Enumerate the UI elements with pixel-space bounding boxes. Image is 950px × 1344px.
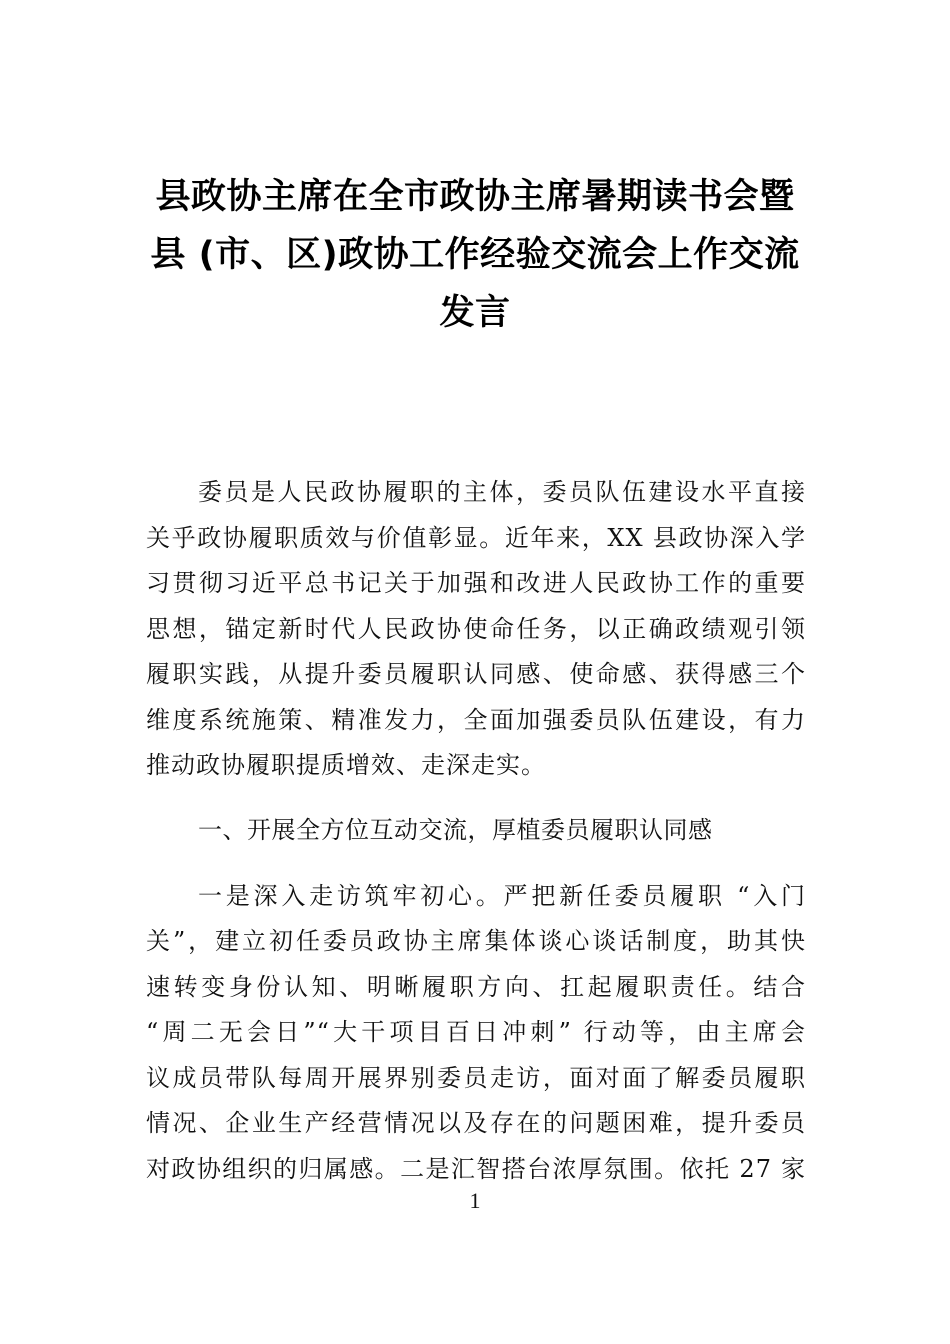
text-line: 一是深入走访筑牢初心。严把新任委员履职 “入门 [198,881,806,910]
text-line: 习贯彻习近平总书记关于加强和改进人民政协工作的重要 [146,569,806,597]
title-line: 发言 [439,293,511,333]
title-line: 县政协主席在全市政协主席暑期读书会暨 [155,177,795,217]
page-number: 1 [469,1188,481,1213]
text-line: 关”，建立初任委员政协主席集体谈心谈话制度，助其快 [146,927,806,956]
text-line: 议成员带队每周开展界别委员走访，面对面了解委员履职 [146,1063,806,1092]
section-heading: 一、开展全方位互动交流，厚植委员履职认同感 [198,816,713,845]
text-line: “周二无会日”“大干项目百日冲刺” 行动等，由主席会 [146,1018,806,1047]
text-line: 对政协组织的归属感。二是汇智搭台浓厚氛围。依托 27 家 [146,1154,806,1183]
text-line: 速转变身份认知、明晰履职方向、扛起履职责任。结合 [146,972,806,1001]
paragraph-intro [146,470,806,789]
text-line: 思想，锚定新时代人民政协使命任务，以正确政绩观引领 [146,614,806,643]
text-line: 维度系统施策、精准发力，全面加强委员队伍建设，有力 [146,705,806,734]
text-line: 关乎政协履职质效与价值彰显。近年来，XX 县政协深入学 [146,523,806,552]
text-line: 履职实践，从提升委员履职认同感、使命感、获得感三个 [146,660,806,688]
title-line: 县 (市、区)政协工作经验交流会上作交流 [150,235,800,275]
text-line: 情况、企业生产经营情况以及存在的问题困难，提升委员 [146,1109,806,1138]
text-line: 委员是人民政协履职的主体，委员队伍建设水平直接 [198,478,806,506]
text-line: 推动政协履职提质增效、走深走实。 [146,751,546,779]
document-title [140,168,810,342]
document-body [146,470,806,1192]
paragraph-section-1 [146,874,806,1193]
